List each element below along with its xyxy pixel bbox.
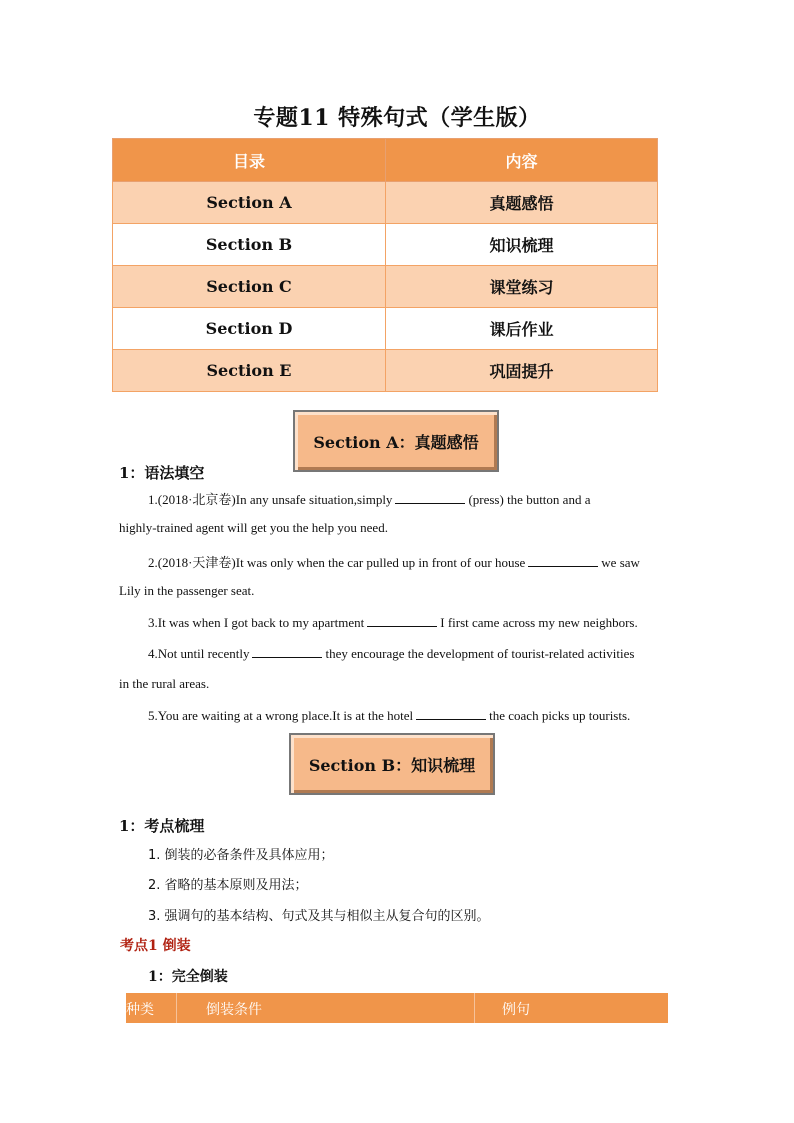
list-item: 2. 省略的基本原则及用法； (148, 878, 308, 893)
table-header-type: 种类 (126, 1002, 154, 1018)
toc-cell-section: Section B (113, 224, 386, 266)
point-1-heading: 考点1 倒装 (120, 938, 191, 954)
toc-cell-content: 知识梳理 (386, 224, 658, 266)
sub-heading-full-inversion: 1：完全倒装 (148, 969, 228, 985)
section-b-heading: 1：考点梳理 (119, 817, 205, 835)
question-2-line-1: 2.(2018·天津卷)It was only when the car pulled up in front of our house we saw (148, 555, 640, 570)
toc-header-content: 内容 (386, 139, 658, 182)
toc-cell-content: 课后作业 (386, 308, 658, 350)
question-1-line-2: highly-trained agent will get you the help you need. (119, 520, 388, 535)
toc-cell-content: 巩固提升 (386, 350, 658, 392)
table-header-example: 例句 (502, 1002, 530, 1018)
toc-header-row (113, 139, 658, 182)
toc-cell-section: Section C (113, 266, 386, 308)
table-row (113, 224, 658, 266)
page-title: 专题11 特殊句式（学生版） (253, 105, 541, 131)
answer-blank[interactable] (252, 645, 322, 658)
inversion-table-header (126, 993, 668, 1023)
question-2-line-2: Lily in the passenger seat. (119, 583, 255, 598)
toc-cell-section: Section E (113, 350, 386, 392)
table-row (113, 266, 658, 308)
toc-cell-content: 真题感悟 (386, 182, 658, 224)
question-1-line-1: 1.(2018·北京卷)In any unsafe situation,simply (press) the button and a (148, 492, 591, 507)
section-a-banner (293, 410, 499, 472)
section-a-heading: 1：语法填空 (119, 464, 205, 482)
section-b-banner-label: Section B：知识梳理 (308, 755, 476, 775)
answer-blank[interactable] (367, 614, 437, 627)
question-4-line-1: 4.Not until recently they encourage the development of tourist-related activities (148, 646, 635, 661)
list-item: 3. 强调句的基本结构、句式及其与相似主从复合句的区别。 (148, 909, 490, 924)
table-row (113, 350, 658, 392)
toc-table (112, 138, 658, 392)
question-3-line: 3.It was when I got back to my apartment I first came across my new neighbors. (148, 615, 638, 630)
table-row (113, 308, 658, 350)
answer-blank[interactable] (416, 707, 486, 720)
toc-cell-content: 课堂练习 (386, 266, 658, 308)
toc-cell-section: Section A (113, 182, 386, 224)
section-b-banner (289, 733, 495, 795)
list-item: 1. 倒装的必备条件及具体应用； (148, 848, 334, 863)
column-divider (176, 993, 177, 1023)
answer-blank[interactable] (528, 554, 598, 567)
section-a-banner-label: Section A：真题感悟 (313, 432, 479, 452)
question-5-line: 5.You are waiting at a wrong place.It is at the hotel the coach picks up tourists. (148, 708, 631, 723)
table-header-condition: 倒装条件 (206, 1002, 262, 1018)
table-row (113, 182, 658, 224)
answer-blank[interactable] (395, 491, 465, 504)
toc-header-catalog: 目录 (113, 139, 386, 182)
question-4-line-2: in the rural areas. (119, 676, 210, 691)
toc-cell-section: Section D (113, 308, 386, 350)
column-divider (474, 993, 475, 1023)
